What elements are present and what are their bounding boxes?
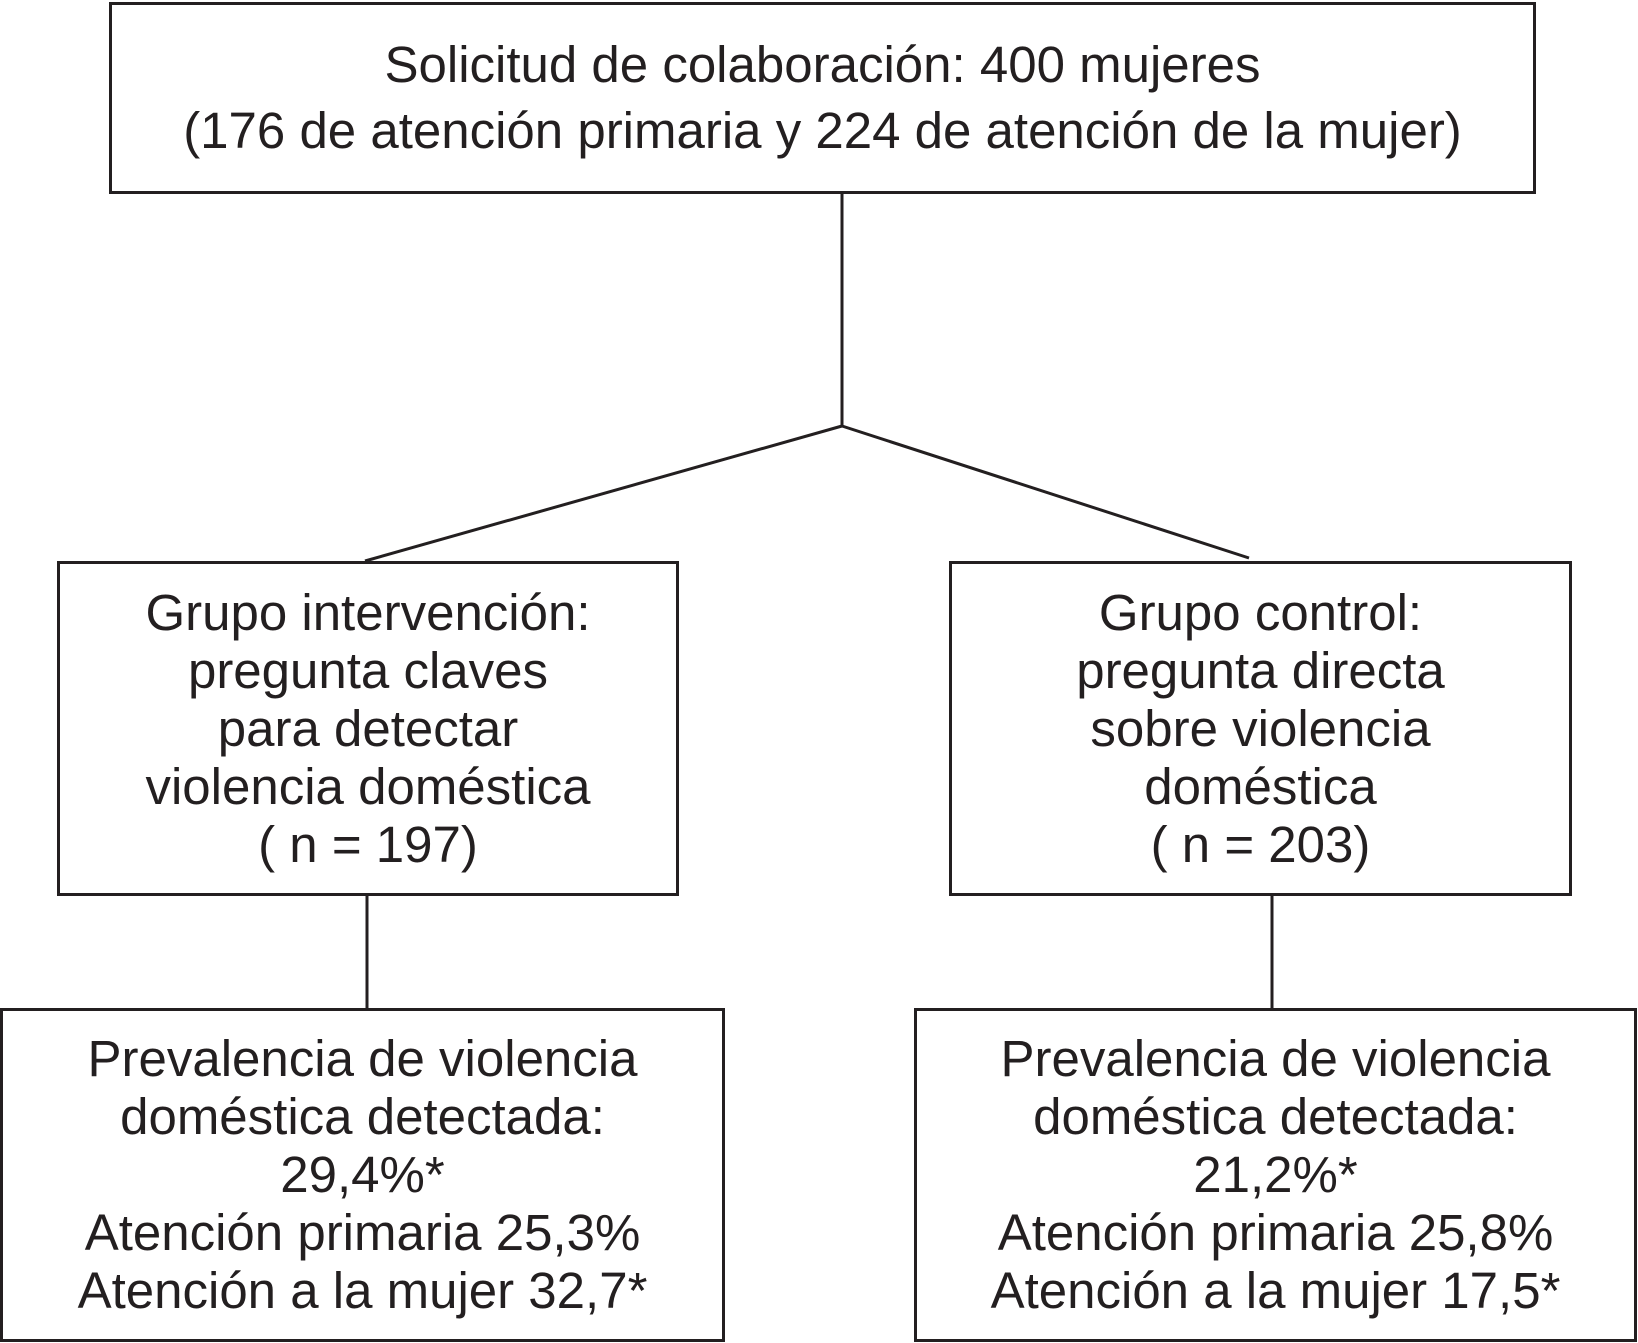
control-result-title-1: Prevalencia de violencia (1000, 1030, 1551, 1087)
control-result-primary-care: Atención primaria 25,8% (997, 1204, 1554, 1261)
control-result-box (914, 1008, 1637, 1342)
control-result-title-2: doméstica detectada: (1033, 1088, 1518, 1145)
intervention-result-prevalence: 29,4%* (280, 1146, 445, 1203)
connector-branch-right (842, 426, 1249, 558)
intervention-group-desc-2: para detectar (217, 699, 519, 757)
recruitment-breakdown: (176 de atención primaria y 224 de atención de la mujer) (183, 102, 1462, 159)
intervention-result-title-1: Prevalencia de violencia (87, 1030, 638, 1087)
intervention-group-title: Grupo intervención: (145, 583, 591, 641)
intervention-result-box (0, 1008, 725, 1342)
control-group-desc-2: sobre violencia (1090, 699, 1431, 757)
intervention-result-primary-care: Atención primaria 25,3% (84, 1204, 641, 1261)
intervention-result-womens-care: Atención a la mujer 32,7* (77, 1262, 648, 1319)
control-group-box (949, 561, 1572, 896)
intervention-group-desc-1: pregunta claves (187, 641, 549, 699)
intervention-group-desc-3: violencia doméstica (145, 757, 591, 815)
intervention-group-box (57, 561, 679, 896)
control-result-womens-care: Atención a la mujer 17,5* (990, 1262, 1561, 1319)
intervention-group-count: ( n = 197) (258, 815, 478, 873)
control-group-title: Grupo control: (1098, 583, 1423, 641)
control-result-prevalence: 21,2%* (1193, 1146, 1358, 1203)
recruitment-box (109, 2, 1536, 194)
intervention-result-title-2: doméstica detectada: (120, 1088, 605, 1145)
recruitment-title: Solicitud de colaboración: 400 mujeres (384, 36, 1261, 93)
control-group-desc-1: pregunta directa (1076, 641, 1445, 699)
connector-branch-left (365, 426, 842, 561)
control-group-count: ( n = 203) (1150, 815, 1371, 873)
control-group-desc-3: doméstica (1144, 757, 1377, 815)
